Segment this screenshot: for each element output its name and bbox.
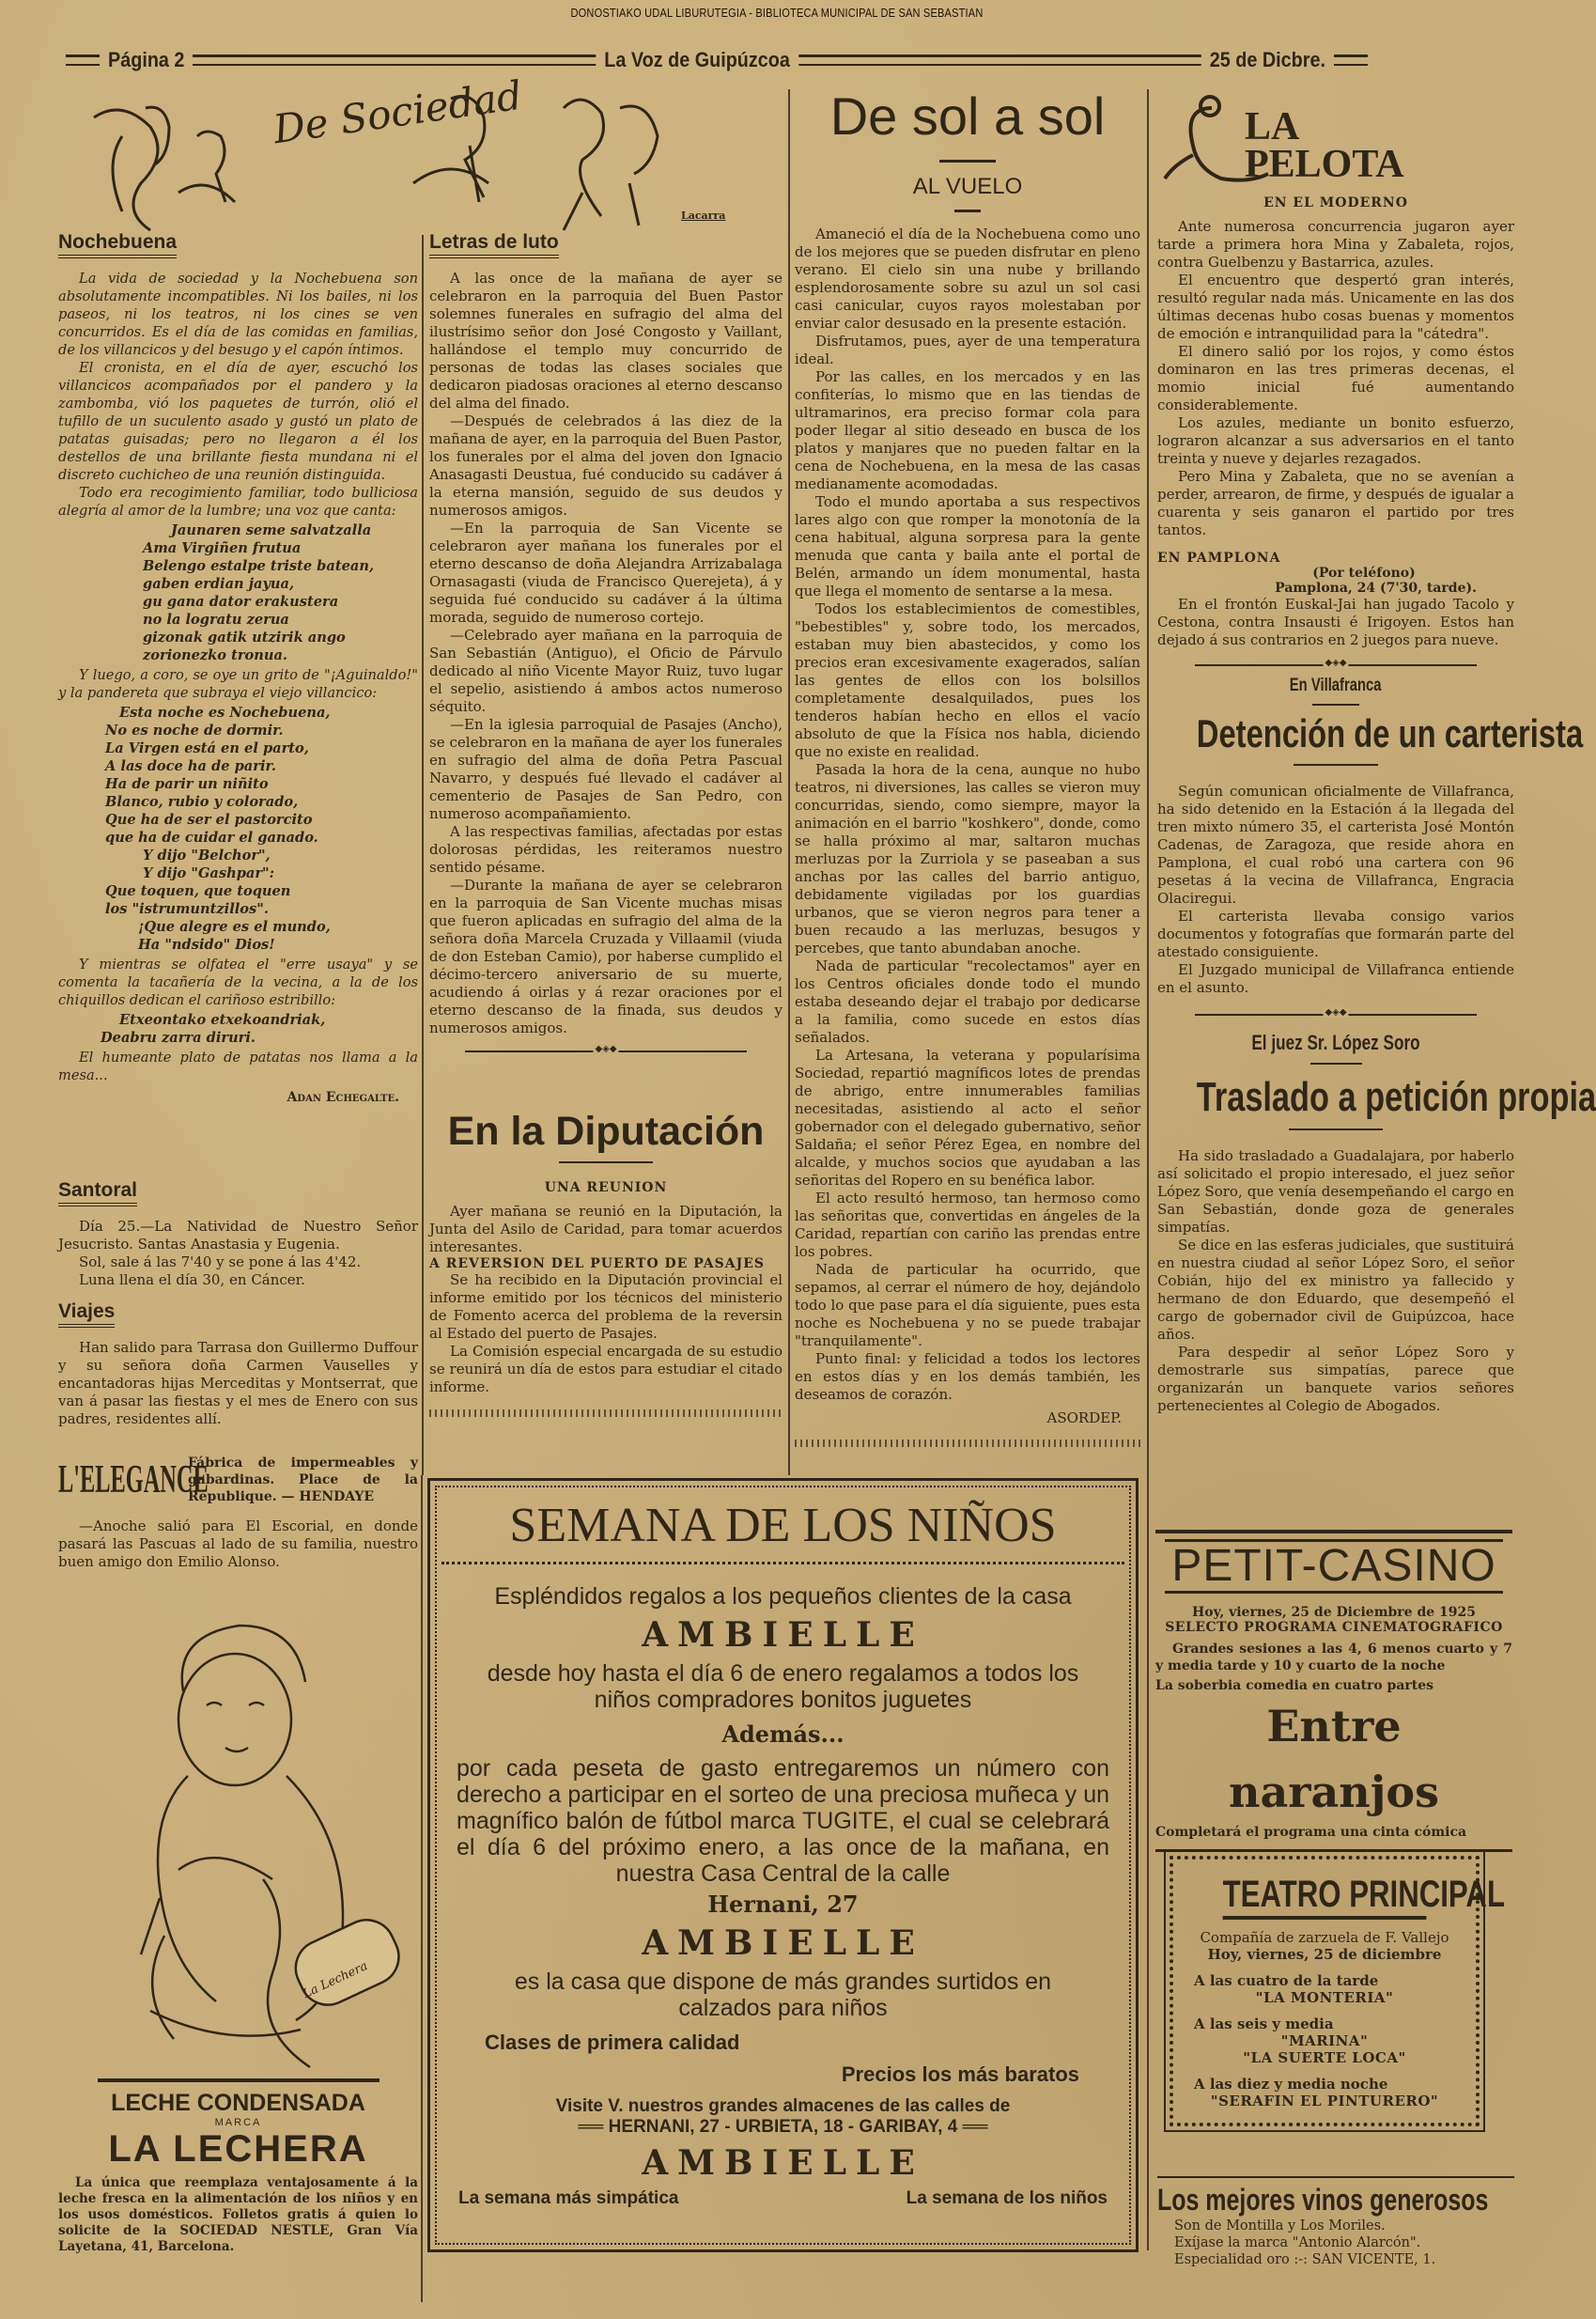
header-rule: [66, 54, 100, 66]
text-block: [1157, 783, 1514, 997]
section-heading: Letras de luto: [429, 231, 559, 258]
paragraph: Se ha recibido en la Diputación provincial el informe emitido por los técnicos del ministerio de Fomento acerca del problema de la reversin al Estado del puerto de Pasajes.: [429, 1271, 783, 1342]
film-title: Entre naranjos: [1229, 1701, 1439, 1817]
text-block: [58, 1339, 418, 1428]
paragraph: Ha sido trasladado a Guadalajara, por haberlo así solicitado el propio interesado, el juez señor López Soro, que venía desempeñando el cargo en San Sebastián, donde goza de generales simpatías.: [1157, 1147, 1514, 1236]
elegance-brand: L'ELEGANCE: [58, 1458, 209, 1502]
text-block: [58, 270, 418, 520]
verse-line: Y dijo "Gashpar":: [143, 865, 275, 881]
carterista-title: Detención de un carterista: [1196, 711, 1584, 755]
teatro-principal-ad: [1170, 1856, 1506, 2126]
ad-stores: ══ HERNANI, 27 - URBIETA, 18 - GARIBAY, 4 ══: [578, 2117, 988, 2137]
paragraph: El encuentro que despertó gran interés, resultó regular nada más. Unicamente en las dos últimas decenas hubo cosas buenas y momentos de emoción e intranquilidad para la "cátedra".: [1157, 272, 1514, 342]
paragraph: El humeante plato de patatas nos llama a la mesa...: [58, 1050, 418, 1083]
casino-date: Hoy, viernes, 25 de Diciembre de 1925: [1192, 1605, 1476, 1620]
lechera-ad: [58, 2078, 418, 2255]
ad-raffle: por cada peseta de gasto entregaremos un número con derecho a participar en el sorteo de una preciosa muñeca y un magnífico balón de fútbol marca TUGITE, el cual se celebrará el día 6 del próximo enero, a las once de la mañana, en nuestra Casa Central de la calle: [457, 1755, 1109, 1887]
lechera-brand: LA LECHERA: [108, 2128, 368, 2170]
text-block: [58, 1049, 418, 1084]
paragraph: —En la parroquia de San Vicente se celebraron ayer mañana los funerales por el eterno descanso de doña Alejandra Arrizabalaga Ornasagasti (viuda de Francisco Querejeta), á y seguida fué conducido su cadáver á la última morada, seguido de numeroso cortejo.: [429, 520, 783, 626]
verse-line: Esta noche es Nochebuena,: [119, 705, 331, 721]
slogan-left: La semana más simpática: [458, 2188, 679, 2208]
paragraph: La Artesana, la veterana y popularísima Sociedad, repartió magníficos lotes de prendas de abrigo, entre innumerables familias necesitadas, asistiendo al acto el señor gobernador con el delegado gubernativo, señor Saldaña; el señor Pérez Egea, en nombre del alcalde, y muchos socios que ayudaban a las señoritas del Ropero en su benéfica labor.: [795, 1047, 1140, 1189]
paragraph: El dinero salió por los rojos, y como éstos dominaron en las tres primeras decenas, el momio inicial fué aumentando considerablemente.: [1157, 343, 1514, 413]
pelota-logo: [1155, 89, 1517, 193]
paragraph: Según comunican oficialmente de Villafranca, ha sido detenido en la Estación á la llegada del tren mixto número 35, el carterista José Montón Cadenas, de Zaragoza, que reside ahora en Pamplona, el cual robó una cartera con 96 pesetas á la vecina de Villafranca, Engracia Olaciregui.: [1157, 783, 1514, 907]
personal-note: [58, 1517, 418, 1571]
ad-quality: Clases de primera calidad: [485, 2031, 740, 2054]
verse-line: Blanco, rubio y colorado,: [105, 794, 299, 810]
paragraph: Día 25.—La Natividad de Nuestro Señor Jesucristo. Santas Anastasia y Eugenia.: [58, 1218, 418, 1253]
ad-visit: Visite V. nuestros grandes almacenes de las calles de: [555, 2096, 1011, 2116]
author-signature: ASORDEP.: [1046, 1409, 1122, 1426]
show-title: "LA MONTERIA": [1255, 1989, 1394, 2006]
verse-line: Y dijo "Belchor",: [143, 848, 271, 864]
elegance-text: Fábrica de impermeables y gabardinas. Place de la Republique. — HENDAYE: [188, 1455, 418, 1504]
page-number: Página 2: [108, 48, 185, 71]
ad-brand: AMBIELLE: [642, 2143, 924, 2183]
text-block: [429, 1271, 783, 1396]
verse-line: ¡Que alegre es el mundo,: [138, 919, 331, 935]
paragraph: Por las calles, en los mercados y en las confiterías, lo mismo que en las tiendas de ultramarinos, era preciso formar cola para poder llegar al sitio deseado en busca de los platos y manjares que no pueden faltar en la cena de Nochebuena, en la mesa de las casas medianamente acomodadas.: [795, 368, 1140, 492]
verse-line: gizonak gatik utzirik ango: [143, 630, 346, 646]
paragraph: Y mientras se olfatea el "erre usaya" y se comenta la tacañería de la vecina, a la de los chiquillos dedican el cariñoso estribillo:: [58, 957, 418, 1008]
vinos-line: Exíjase la marca "Antonio Alarcón".: [1174, 2235, 1421, 2250]
paragraph: Disfrutamos, pues, ayer de una temperatura ideal.: [795, 333, 1140, 367]
carterista-kicker: [1157, 676, 1514, 696]
paragraph: Todo era recogimiento familiar, todo bulliciosa alegría al amor de la lumbre; una voz que canta:: [58, 485, 418, 519]
baby-with-can-icon: [122, 1597, 413, 2077]
verse-line: que ha de cuidar el ganado.: [105, 830, 318, 846]
text-block: [1157, 2218, 1514, 2268]
paragraph: El cronista, en el día de ayer, escuchó los villancicos acompañados por el pandero y la zambomba, vió los paquetes de turrón, olió el tufillo de un suculento asado y gustó un plato de patatas guisadas; pero no llegaron a él los destellos de una brillante fiesta mundana ni el discreto cuchicheo de una reunión distinguida.: [58, 360, 418, 483]
header-rule: [1334, 54, 1368, 66]
banner-lettering: De Sociedad: [270, 71, 525, 153]
paragraph: Los azules, mediante un bonito esfuerzo, lograron alcanzar a sus adversarios en el tanto treinta y nueve y dejarles rezagados.: [1157, 414, 1514, 467]
pelota-logo-text: LA PELOTA: [1245, 105, 1404, 186]
column-rule: [788, 89, 790, 1475]
title-rule: [1310, 1063, 1362, 1065]
casino-sessions: Grandes sesiones a las 4, 6 menos cuarto y 7 y media tarde y 10 y cuarto de la noche: [1155, 1642, 1512, 1673]
vinos-ad: [1157, 2176, 1514, 2268]
pelota-article: [1157, 195, 1596, 1415]
ambielle-ad: [427, 1478, 1139, 2252]
show-title: "SERAFIN EL PINTURERO": [1210, 2093, 1439, 2109]
library-watermark: DONOSTIAKO UDAL LIBURUTEGIA - BIBLIOTECA MUNICIPAL DE SAN SEBASTIAN: [570, 6, 984, 20]
society-article: [58, 231, 418, 1105]
refrain: [58, 1011, 418, 1047]
wavy-divider: [795, 1440, 1140, 1447]
author-signature: Adan Echegalte.: [287, 1090, 399, 1105]
teatro-date: Hoy, viernes, 25 de diciembre: [1207, 1946, 1442, 1963]
casino-intro: La soberbia comedia en cuatro partes: [1155, 1678, 1434, 1693]
verse-line: Deabru zarra diruri.: [101, 1030, 256, 1046]
verse-line: zorionezko tronua.: [143, 647, 288, 663]
text-block: [1157, 218, 1514, 539]
column-rule: [421, 1475, 423, 2302]
show-title: "LA SUERTE LOCA": [1243, 2049, 1406, 2066]
paragraph: A las once de la mañana de ayer se celebraron en la parroquia del Buen Pastor solemnes funerales en sufragio del alma del ilustrísimo señor don José Congosto y Vaillant, hallándose el templo muy concurrido de personas de todas las clases sociales que dedicaron piadosas oraciones al eterno descanso del alma del finado.: [429, 270, 783, 412]
sol-subtitle: AL VUELO: [912, 174, 1023, 199]
lechera-marca: MARCA: [214, 2117, 262, 2128]
ad-rule: [1155, 1530, 1512, 1533]
title-rule: [939, 160, 996, 163]
verse-line: Etxeontako etxekoandriak,: [119, 1012, 326, 1028]
paragraph: Se dice en las esferas judiciales, que sustituirá en nuestra ciudad al señor López Soro, el señor Cobián, hijo del ex ministro ya fallecido y hermano de don Eduardo, que desempeñó el cargo de gobernador civil de Guipúzcoa, hace años.: [1157, 1237, 1514, 1343]
verse-line: no la logratu zerua: [143, 612, 289, 628]
ad-ademas: Además...: [721, 1720, 844, 1748]
show-time: A las diez y media noche: [1194, 2076, 1388, 2093]
page-header: [66, 47, 1368, 73]
ad-title: SEMANA DE LOS NIÑOS: [509, 1499, 1057, 1552]
paragraph: El Juzgado municipal de Villafranca entiende en el asunto.: [1157, 961, 1514, 996]
casino-complement: Completará el programa una cinta cómica: [1155, 1825, 1467, 1840]
paragraph: Pasada la hora de la cena, aunque no hubo teatros, ni diversiones, las calles se vieron muy concurridas, siendo, como siempre, mayor la animación en el barrio "koshkero", donde, como se halla próximo al mar, saltaron muchas merluzas por la Zurriola y se paseaban a sus anchas por las calles del barrio antiguo, debidamente vigiladas por los guardias urbanos, que se vieron negros para tener a buen recaudo a las merluzas, besugos y percebes, que tanto abundaban anoche.: [795, 761, 1140, 957]
section-heading: Santoral: [58, 1179, 137, 1206]
ornament-divider: [465, 1051, 747, 1052]
column-rule: [1147, 89, 1149, 2250]
paragraph: Amaneció el día de la Nochebuena como uno de los mejores que se pueden disfrutar en pleno verano. El cielo sin una nube y brillando esplendorosamente sobre su azul un sol casi casi canicular, cuyos rayos molestaban por enviar calor desusado en la presente estación.: [795, 226, 1140, 332]
paragraph: Han salido para Tarrasa don Guillermo Duffour y su señora doña Carmen Vauselles y encantadoras hijas Merceditas y Montserrat, que van á pasar las fiestas y el mes de Enero con sus padres, residentes allí.: [58, 1339, 418, 1427]
text-block: [795, 226, 1140, 1404]
title-rule: [1312, 704, 1359, 706]
section-heading: Nochebuena: [58, 231, 177, 258]
verse-line: Belengo estalpe triste batean,: [143, 558, 375, 574]
verse-line: Que ha de ser el pastorcito: [105, 812, 313, 828]
santoral-viajes: [58, 1179, 418, 1428]
verse-line: gu gana dator erakustera: [143, 594, 339, 610]
ad-rule: [1157, 2176, 1514, 2178]
text-block: [1157, 596, 1514, 649]
verse-line: gaben erdian jayua,: [143, 576, 295, 592]
paragraph: Luna llena el día 30, en Cáncer.: [79, 1271, 305, 1288]
header-rule: [193, 54, 596, 66]
baby-illustration: [122, 1597, 413, 2077]
newspaper-name: La Voz de Guipúzcoa: [604, 48, 790, 71]
verse-line: A las doce ha de parir.: [105, 758, 276, 774]
text-block: [429, 1203, 783, 1256]
traslado-kicker: El juez Sr. López Soro: [1251, 1031, 1420, 1054]
text-block: [58, 666, 418, 702]
verse-line: No es noche de dormir.: [105, 723, 284, 739]
verse-line: Que toquen, que toquen: [105, 883, 291, 899]
paragraph: Y luego, a coro, se oye un grito de "¡Aguinaldo!" y la pandereta que subraya el viejo villancico:: [58, 667, 418, 701]
diputacion-article: [429, 1107, 783, 1417]
ad-prices: Precios los más baratos: [841, 2062, 1079, 2086]
elegance-ad: [58, 1455, 418, 1505]
header-rule: [798, 54, 1201, 66]
paragraph: La vida de sociedad y la Nochebuena son absolutamente incompatibles. Ni los bailes, ni los paseos, ni los teatros, ni los cines se ven concurridos. Es el día de las comidas en familias, de los villancicos y del besugo y el capón íntimos.: [58, 271, 418, 358]
ad-slogans: [430, 2188, 1136, 2209]
verse-line: Ha de parir un niñito: [105, 776, 269, 792]
paragraph: Para despedir al señor López Soro y demostrarle sus simpatías, parece que organizarán un banquete varios señores pertenecientes al Colegio de Abogados.: [1157, 1344, 1514, 1414]
spanish-carol: [58, 704, 418, 954]
can-label: La Lechera: [301, 1959, 370, 2001]
paragraph: El acto resultó hermoso, tan hermoso como las señoritas que, convertidas en ángeles de la Caridad, repartían con cariño las prendas entre los pobres.: [795, 1190, 1140, 1260]
verse-line: La Virgen está en el parto,: [105, 740, 309, 756]
paragraph: En el frontón Euskal-Jai han jugado Tacolo y Cestona, contra Insausti é Irigoyen. Estos han dejado á sus contrarios en 2 juegos para nueve.: [1157, 596, 1514, 648]
show-time: A las cuatro de la tarde: [1194, 1972, 1379, 1989]
pamplona-via: (Por teléfono): [1312, 566, 1416, 581]
show-title: "MARINA": [1280, 2032, 1369, 2049]
ad-offer: desde hoy hasta el día 6 de enero regalamos a todos los niños compradores bonitos juguetes: [487, 1660, 1079, 1713]
ad-brand: AMBIELLE: [642, 1923, 924, 1963]
vinos-title: Los mejores vinos generosos: [1157, 2183, 1489, 2217]
paragraph: Todo el mundo aportaba a sus respectivos lares algo con que romper la monotonía de la cena habitual, alguna sorpresa para la gente menuda que canta y baila ante el portal de Belén, armando un ídem monumental, hasta que llega el momento de sentarse a la mesa.: [795, 493, 1140, 599]
paragraph: Ayer mañana se reunió en la Diputación, la Junta del Asilo de Caridad, para tomar acuerdos interesantes.: [429, 1203, 783, 1255]
column-rule: [422, 235, 424, 1475]
title-rule: [1294, 764, 1378, 766]
paragraph: —Durante la mañana de ayer se celebraron en la parroquia de San Vicente muchas misas que fueron aplicadas en sufragio del alma de la señora doña Marcela Cruzada y Villaamil (viuda de don Esteban Camio), por haberse cumplido el décimo-tercero aniversario de su muerte, acudiendo á oirlas y á rezar oraciones por el eterno descanso de la finada, sus deudos y numerosos amigos.: [429, 877, 783, 1036]
teatro-name: TEATRO PRINCIPAL: [1223, 1873, 1427, 1920]
text-block: [58, 956, 418, 1009]
paragraph: Ante numerosa concurrencia jugaron ayer tarde a primera hora Mina y Zabaleta, rojos, contra Guelbenzu y Bastarrica, azules.: [1157, 218, 1514, 271]
paragraph: Nada de particular ha ocurrido, que sepamos, al cerrar el número de hoy, dejándolo todo lo que pase para el día siguiente, pues esta noche es Nochebuena y no se puede trabajar "tranquilamente".: [795, 1261, 1140, 1349]
ad-rule: [98, 2078, 380, 2082]
paragraph: —Anoche salió para El Escorial, en donde pasará las Pascuas al lado de su familia, nuestro buen amigo don Emilio Alonso.: [58, 1517, 418, 1570]
luto-article: [429, 231, 783, 1062]
ad-address: Hernani, 27: [707, 1891, 859, 1918]
text-block: [58, 1218, 418, 1289]
paragraph: —Después de celebrados á las diez de la mañana de ayer, en la parroquia del Buen Pastor, los funerales por el alma del joven don Ignacio Anasagasti Deustua, fué conducido su cadáver á la eterna mansión, seguido de sus deudos y numerosos amigos.: [429, 412, 783, 519]
paragraph: Punto final: y felicidad a todos los lectores en estos días y en los demás también, les deseamos de corazón.: [795, 1350, 1140, 1403]
verse-line: los "istrumuntzillos".: [105, 901, 269, 917]
subheading: A REVERSION DEL PUERTO DE PASAJES: [429, 1256, 765, 1271]
paragraph: Todos los establecimientos de comestibles, "bebestibles" y, sobre todo, los mercados, estaban muy bien abastecidos, y como los precios eran excesivamente exagerados, salían las gentes de ellos con los bolsillos completamente desalquilados, pues los tenderos habían hecho en ellos el vacío absoluto de que la Física nos habla, diciendo que no existe en realidad.: [795, 600, 1140, 760]
verse-line: Ama Virgiñen frutua: [143, 540, 302, 556]
lechera-body: La única que reemplaza ventajosamente á la leche fresca en la alimentación de los niños y en los usos domésticos. Folletos gratis á quien lo solicite de la SOCIEDAD NESTLE, Gran Vía Layetana, 41, Barcelona.: [58, 2175, 418, 2254]
text-block: [429, 270, 783, 1037]
paragraph: Sol, sale á las 7'40 y se pone á las 4'42.: [79, 1253, 362, 1270]
paragraph: A las respectivas familias, afectadas por estas dolorosas pérdidas, les reiteramos nuestro sentido pésame.: [429, 823, 783, 876]
section-heading: Viajes: [58, 1300, 115, 1328]
ornament-divider: [1195, 1014, 1477, 1016]
show-time: A las seis y media: [1194, 2016, 1334, 2032]
kicker-text: En Villafranca: [1290, 676, 1382, 695]
paragraph: —En la iglesia parroquial de Pasajes (Ancho), se celebraron en la mañana de ayer los funerales en sufragio del alma de doña Petra Pascual Navarro, y después fué llevado el cadáver al cementerio de Pasajes de San Pedro, con numeroso acompañamiento.: [429, 716, 783, 822]
slogan-right: La semana de los niños: [906, 2188, 1108, 2208]
text-block: [58, 1517, 418, 1571]
basque-carol: [58, 521, 418, 664]
title-rule: [954, 210, 981, 212]
teatro-company: Compañía de zarzuela de F. Vallejo: [1200, 1929, 1449, 1946]
lechera-line1: LECHE CONDENSADA: [111, 2090, 365, 2116]
artist-signature: Lacarra: [681, 210, 726, 222]
sol-title: De sol a sol: [829, 86, 1106, 146]
verse-line: Ha "ndsido" Dios!: [138, 937, 275, 953]
vinos-line: Son de Montilla y Los Moriles.: [1174, 2218, 1386, 2233]
ad-claim: es la casa que dispone de más grandes surtidos en calzados para niños: [514, 1969, 1052, 2021]
subheading: UNA REUNION: [544, 1180, 668, 1195]
subheading: EN EL MODERNO: [1263, 195, 1408, 210]
pamplona-dateline: Pamplona, 24 (7'30, tarde).: [1275, 581, 1477, 596]
paragraph: Pero Mina y Zabaleta, que no se avenían a perder, arrearon, de firme, y después de igualar a cuarenta y seis ganaron el partido por tres tantos.: [1157, 468, 1514, 538]
issue-date: 25 de Dicbre.: [1209, 48, 1325, 71]
ad-intro: Espléndidos regalos a los pequeños clientes de la casa: [494, 1583, 1072, 1610]
ornament-divider: [1195, 664, 1477, 666]
paragraph: El carterista llevaba consigo varios documentos y fotografías que formarán parte del atestado consiguiente.: [1157, 908, 1514, 960]
wavy-divider: [429, 1409, 783, 1417]
vinos-line: Especialidad oro :-: SAN VICENTE, 1.: [1174, 2252, 1436, 2267]
verse-line: Jaunaren seme salvatzalla: [171, 522, 372, 538]
petit-casino-name: PETIT-CASINO: [1165, 1539, 1503, 1594]
text-block: [1157, 1147, 1514, 1415]
paragraph: —Celebrado ayer mañana en la parroquia de San Sebastián (Antiguo), el Oficio de Párvulo dedicado al niño Vicente Mayor Ruiz, tuvo lugar el sepelio, asistiendo á ambos actos numeroso séquito.: [429, 627, 783, 715]
ad-brand: AMBIELLE: [642, 1615, 924, 1655]
traslado-title: Traslado a petición propia: [1196, 1074, 1596, 1120]
petit-casino-ad: [1155, 1530, 1512, 1852]
paragraph: La Comisión especial encargada de su estudio se reunirá un día de estos para estudiar el citado informe.: [429, 1343, 783, 1395]
society-banner-illustration: [56, 71, 761, 230]
ad-rule: [1155, 1849, 1512, 1852]
ad-divider: [442, 1562, 1124, 1564]
diputacion-title: En la Diputación: [447, 1109, 765, 1154]
title-rule: [1289, 1128, 1383, 1130]
subheading: EN PAMPLONA: [1157, 551, 1281, 566]
sol-article: [795, 85, 1140, 1447]
casino-program: SELECTO PROGRAMA CINEMATOGRAFICO: [1165, 1620, 1503, 1635]
paragraph: Nada de particular "recolectamos" ayer en los Centros oficiales donde todo el mundo estaba deseando dejar el trabajo por dedicarse a la familia, como sucede en estos días señalados.: [795, 957, 1140, 1046]
teatro-shows: [1194, 1972, 1455, 2109]
title-rule: [559, 1161, 653, 1163]
